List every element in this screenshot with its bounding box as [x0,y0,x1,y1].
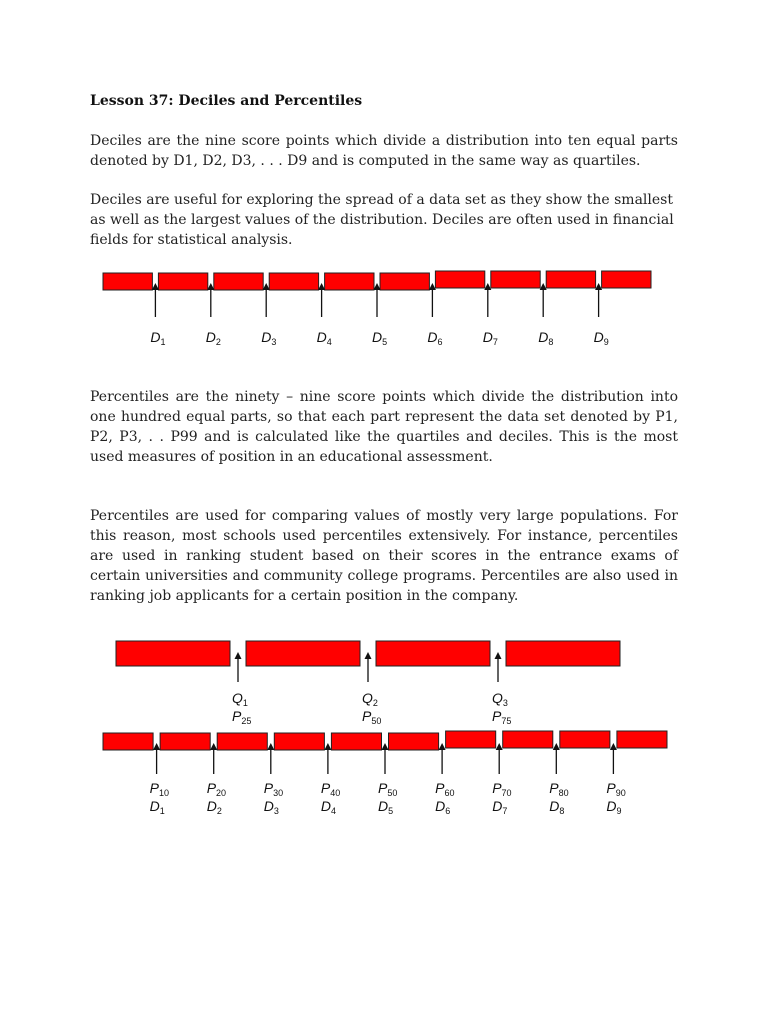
percentile-label-p60: $P_{60}$ [435,780,455,798]
percentile-segment-10 [617,731,667,748]
decile-label-d5: $D_5$ [372,329,388,347]
decile-label-d3: $D_3$ [261,329,277,347]
percentile-label-d5: $D_5$ [378,798,394,816]
percentile-segment-8 [503,731,553,748]
decile-arrow-7 [484,283,491,317]
percentile-segment-9 [560,731,610,748]
paragraph-percentiles-definition: Percentiles are the ninety – nine score points which divide the distribution into one hundred equal parts, so that each part represent the data set denoted by P1, P2, P3, . . P99 and is calculated like the quartiles and deciles. This is the most used measures of position in an educational assessment. [90,389,678,465]
percentile-label-d4: $D_4$ [320,798,337,816]
percentile-arrow-2 [210,743,217,774]
lesson-title: Lesson 37: Deciles and Percentiles [90,93,363,109]
percentile-arrow-7 [496,743,503,774]
decile-segment-8 [491,271,540,288]
decile-label-d6: $D_6$ [427,329,443,347]
percentiles-deciles-diagram [103,731,667,816]
paragraph-deciles-definition: Deciles are the nine score points which divide a distribution into ten equal parts denoted by D1, D2, D3, . . . D9 and is computed in the same way as quartiles. [90,133,678,169]
percentile-label-d9: $D_9$ [606,798,622,816]
decile-segment-2 [158,273,207,290]
decile-label-d2: $D_2$ [205,329,221,347]
percentile-label-d3: $D_3$ [263,798,279,816]
quartile-label-q1: $Q_1$ [232,690,248,708]
percentile-label-d1: $D_1$ [149,798,165,816]
decile-segment-7 [435,271,484,288]
percentile-arrow-5 [382,743,389,774]
decile-arrow-1 [152,283,159,317]
quartile-segment-3 [376,641,490,666]
quartile-label-p50: $P_{50}$ [362,708,382,726]
percentile-label-d8: $D_8$ [549,798,565,816]
percentile-segment-1 [103,733,153,750]
quartile-segment-2 [246,641,360,666]
decile-arrow-8 [540,283,547,317]
percentile-label-p70: $P_{70}$ [492,780,512,798]
decile-arrow-6 [429,283,436,317]
quartile-arrow-3 [495,652,502,682]
percentile-arrow-8 [553,743,560,774]
decile-label-d1: $D_1$ [150,329,166,347]
percentile-segment-3 [217,733,267,750]
percentile-segment-2 [160,733,210,750]
quartile-segment-4 [506,641,620,666]
decile-arrow-2 [207,283,214,317]
percentile-arrow-3 [267,743,274,774]
percentile-label-p80: $P_{80}$ [549,780,569,798]
paragraph-deciles-usefulness: Deciles are useful for exploring the spread of a data set as they show the smallest as well as the largest values of the distribution. Deciles are often used in financial fields for statistical analysis. [90,192,674,248]
decile-arrow-9 [595,283,602,317]
decile-segment-1 [103,273,152,290]
decile-segment-6 [380,273,429,290]
deciles-diagram [103,271,651,347]
percentile-label-p90: $P_{90}$ [606,780,626,798]
percentile-label-d7: $D_7$ [492,798,508,816]
percentile-label-p50: $P_{50}$ [378,780,398,798]
decile-label-d8: $D_8$ [538,329,554,347]
quartile-label-p25: $P_{25}$ [232,708,252,726]
decile-segment-3 [214,273,263,290]
percentile-segment-4 [274,733,324,750]
percentile-label-p20: $P_{20}$ [206,780,227,798]
percentile-segment-5 [331,733,381,750]
percentile-label-p30: $P_{30}$ [263,780,284,798]
decile-arrow-5 [374,283,381,317]
decile-label-d9: $D_9$ [593,329,609,347]
percentile-label-p10: $P_{10}$ [149,780,169,798]
percentile-segment-6 [389,733,439,750]
percentile-label-d6: $D_6$ [435,798,451,816]
decile-segment-9 [546,271,595,288]
decile-label-d7: $D_7$ [482,329,498,347]
quartile-label-q3: $Q_3$ [492,690,508,708]
percentile-arrow-9 [610,743,617,774]
percentile-label-d2: $D_2$ [206,798,222,816]
quartile-arrow-1 [235,652,242,682]
percentile-arrow-6 [439,743,446,774]
decile-segment-10 [602,271,651,288]
percentile-arrow-4 [324,743,331,774]
percentile-label-p40: $P_{40}$ [320,780,341,798]
percentile-segment-7 [446,731,496,748]
decile-segment-5 [325,273,374,290]
quartiles-diagram [116,641,620,726]
percentile-arrow-1 [153,743,160,774]
quartile-label-q2: $Q_2$ [362,690,378,708]
quartile-arrow-2 [365,652,372,682]
decile-arrow-4 [318,283,325,317]
decile-label-d4: $D_4$ [316,329,332,347]
quartile-label-p75: $P_{75}$ [492,708,512,726]
decile-segment-4 [269,273,318,290]
paragraph-percentiles-usage: Percentiles are used for comparing values of mostly very large populations. For this reason, most schools used percentiles extensively. For instance, percentiles are used in ranking student based on their scores in the entrance exams of certain universities and community college programs. Percentiles are also used in ranking job applicants for a certain position in the company. [90,508,678,604]
quartile-segment-1 [116,641,230,666]
decile-arrow-3 [263,283,270,317]
